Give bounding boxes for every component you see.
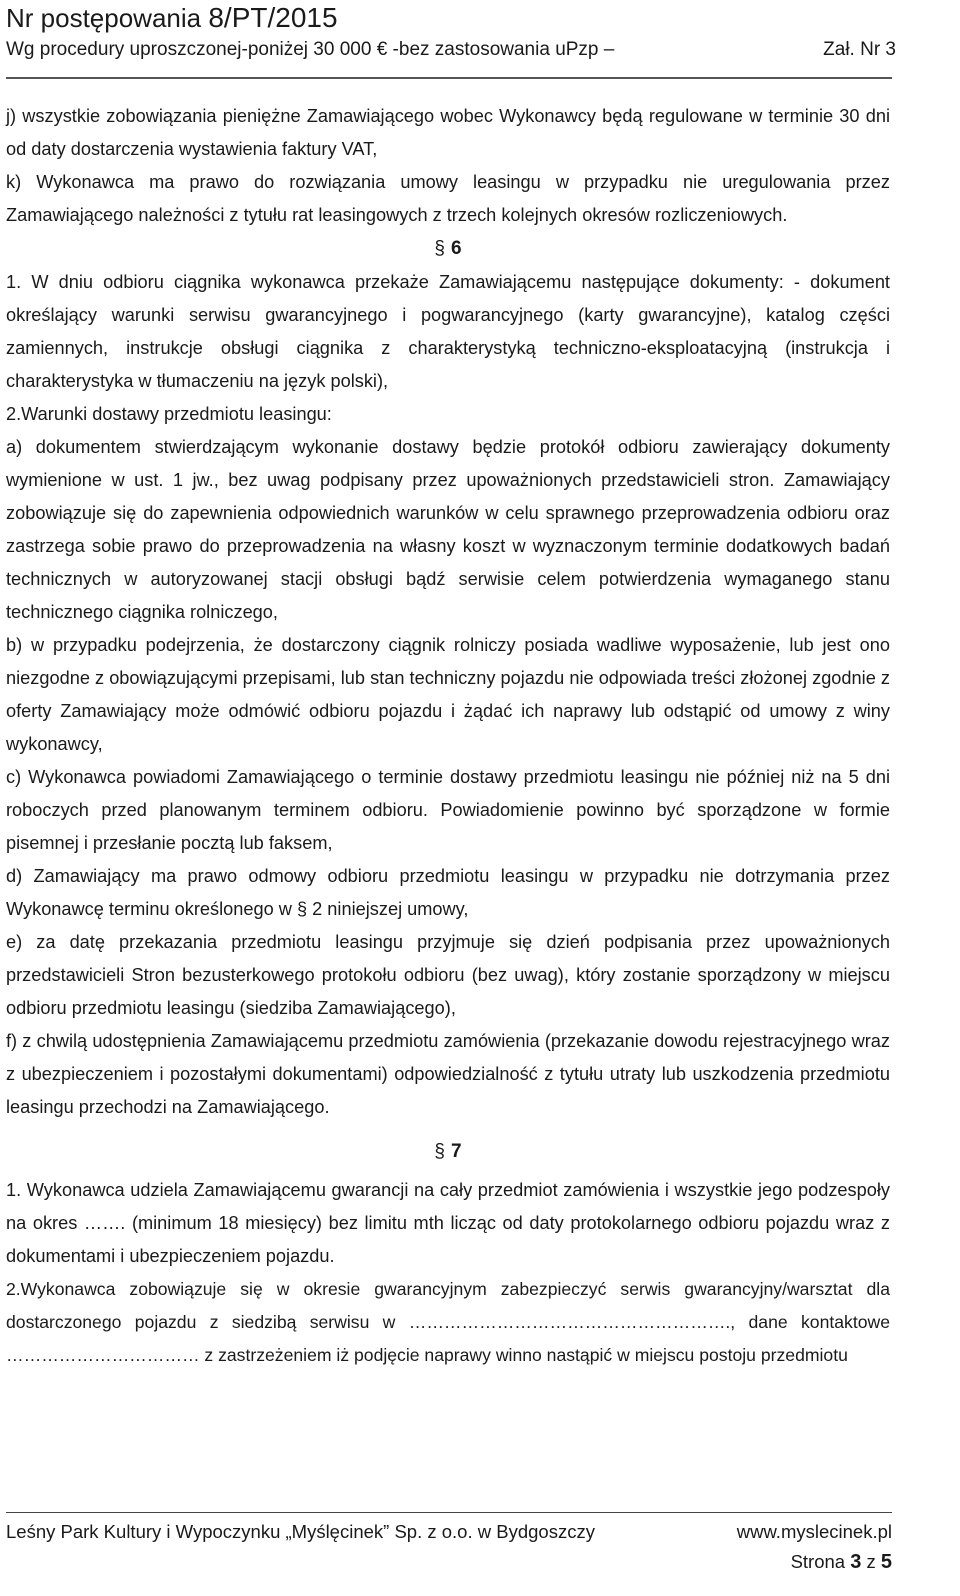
section-7-heading <box>6 1130 890 1174</box>
section-symbol: § <box>434 1141 445 1162</box>
section-number: 6 <box>451 238 462 259</box>
header-divider <box>6 77 892 79</box>
paragraph-6-2e: e) za datę przekazania przedmiotu leasingu przyjmuje się dzień podpisania przez upoważnionych przedstawicieli Stron bezusterkowego protokołu odbioru (bez uwag), który zostanie sporządzony w miejscu odbioru przedmiotu leasingu (siedziba Zamawiającego), <box>6 932 890 1018</box>
procedure-text: Wg procedury uproszczonej-poniżej 30 000 € -bez zastosowania uPzp – <box>6 39 615 60</box>
page-footer <box>6 1518 892 1546</box>
paragraph-6-2a: a) dokumentem stwierdzającym wykonanie dostawy będzie protokół odbioru zawierający dokumenty wymienione w ust. 1 jw., bez uwag podpisany przez upoważnionych przedstawicieli stron. Zamawiający zobowiązuje się do zapewnienia odpowiednich warunków w celu sprawnego przeprowadzenia odbioru oraz zastrzega sobie prawo do przeprowadzenia na własny koszt w wyznaczonym terminie dodatkowych badań technicznych w autoryzowanej stacji obsługi bądź serwisie celem potwierdzenia wymaganego stanu technicznego ciągnika rolniczego, <box>6 437 890 622</box>
section-6-heading <box>6 232 890 266</box>
paragraph-6-2b: b) w przypadku podejrzenia, że dostarczony ciągnik rolniczy posiada wadliwe wyposażenie, lub jest ono niezgodne z obowiązującymi przepisami, lub stan techniczny pojazdu nie odpowiada treści złożonej zgodnie z oferty Zamawiający może odmówić odbioru pojazdu i żądać ich naprawy lub odstąpić od umowy z winy wykonawcy, <box>6 635 890 754</box>
paragraph-6-2f: f) z chwilą udostępnienia Zamawiającemu przedmiotu zamówienia (przekazanie dowodu rejestracyjnego wraz z ubezpieczeniem i pozostałymi dokumentami) odpowiedzialność z tytułu utraty lub uszkodzenia przedmiotu leasingu przechodzi na Zamawiającego. <box>6 1031 890 1117</box>
procedure-line <box>6 36 896 64</box>
paragraph-6-2: 2.Warunki dostawy przedmiotu leasingu: <box>6 404 332 424</box>
proceeding-label: Nr postępowania <box>6 3 209 33</box>
paragraph-6-2d: d) Zamawiający ma prawo odmowy odbioru przedmiotu leasingu w przypadku nie dotrzymania przez Wykonawcę terminu określonego w § 2 niniejszej umowy, <box>6 866 890 919</box>
page-header <box>6 0 896 64</box>
document-body <box>6 100 890 1372</box>
paragraph-j: j) wszystkie zobowiązania pieniężne Zamawiającego wobec Wykonawcy będą regulowane w terminie 30 dni od daty dostarczenia wystawienia faktury VAT, <box>6 106 890 159</box>
proceeding-number: 8/PT/2015 <box>208 2 338 33</box>
footer-divider <box>6 1512 892 1513</box>
paragraph-k: k) Wykonawca ma prawo do rozwiązania umowy leasingu w przypadku nie uregulowania przez Zamawiającego należności z tytułu rat leasingowych z trzech kolejnych okresów rozliczeniowych. <box>6 172 890 225</box>
attachment-number: Zał. Nr 3 <box>823 39 896 60</box>
page-label: Strona <box>790 1551 851 1572</box>
paragraph-6-2c: c) Wykonawca powiadomi Zamawiającego o terminie dostawy przedmiotu leasingu nie później niż na 5 dni roboczych przed planowanym terminem odbioru. Powiadomienie powinno być sporządzone w formie pisemnej i przesłanie pocztą lub faksem, <box>6 767 890 853</box>
paragraph-6-1: 1. W dniu odbioru ciągnika wykonawca przekaże Zamawiającemu następujące dokumenty: - dokument określający warunki serwisu gwarancyjnego i pogwarancyjnego (karty gwarancyjne), katalog części zamiennych, instrukcje obsługi ciągnika z charakterystyką techniczno-eksploatacyjną (instrukcja i charakterystyka w tłumaczeniu na język polski), <box>6 272 890 391</box>
proceeding-number-line <box>6 0 896 36</box>
website-link[interactable]: www.myslecinek.pl <box>736 1521 892 1542</box>
page-current: 3 <box>850 1551 862 1573</box>
company-name: Leśny Park Kultury i Wypoczynku „Myślęcinek” Sp. z o.o. w Bydgoszczy <box>6 1521 595 1542</box>
section-number: 7 <box>451 1141 462 1162</box>
section-symbol: § <box>434 238 445 259</box>
page-of: z <box>861 1551 881 1572</box>
paragraph-7-2: 2.Wykonawca zobowiązuje się w okresie gwarancyjnym zabezpieczyć serwis gwarancyjny/warsztat dla dostarczonego pojazdu z siedzibą serwisu w ………………………………………………., dane kontaktowe …………………………… z zastrzeżeniem iż podjęcie naprawy winno nastąpić w miejscu postoju przedmiotu <box>6 1279 890 1365</box>
page-number <box>791 1548 892 1576</box>
paragraph-7-1: 1. Wykonawca udziela Zamawiającemu gwarancji na cały przedmiot zamówienia i wszystkie jego podzespoły na okres ……. (minimum 18 miesięcy) bez limitu mth licząc od daty protokolarnego odbioru pojazdu wraz z dokumentami i ubezpieczeniem pojazdu. <box>6 1180 890 1266</box>
page-total: 5 <box>880 1551 892 1573</box>
